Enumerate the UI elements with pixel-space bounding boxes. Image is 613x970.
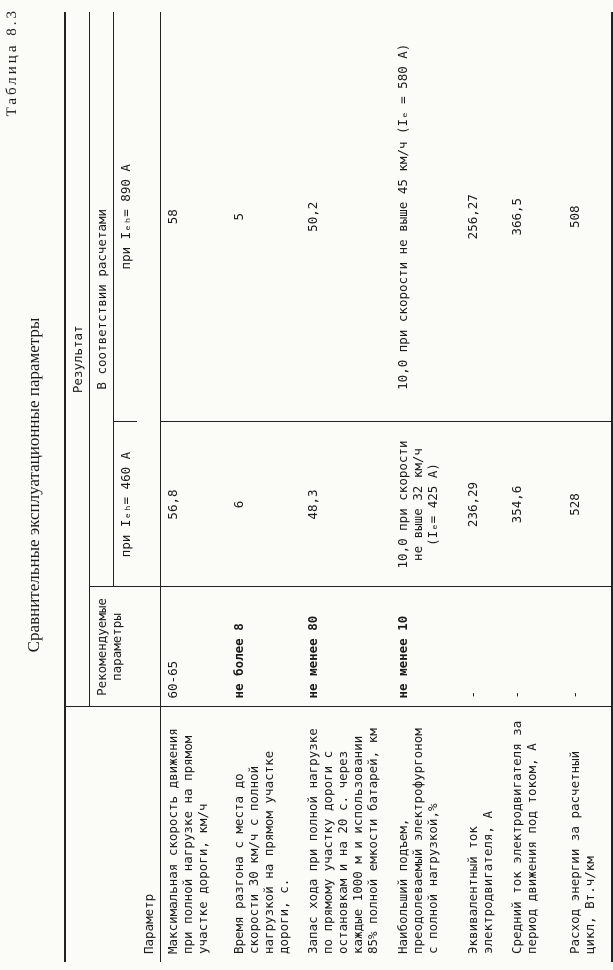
cell-v890: 58 [161, 12, 228, 422]
table-caption: Сравнительные эксплуатационные параметры [24, 317, 43, 653]
cell-param: Запас хода при полной нагрузке по прямому участку дороги с остановкам и на 20 с. через каждые 1000 м и использовании 85% полной емкости батарей, км [305, 728, 380, 954]
cell-param: Средний ток электродвигателя за период движения под током, А [509, 720, 539, 954]
cell-recommended: 60-65 [161, 587, 228, 707]
header-result: Результат [65, 12, 90, 707]
table-row [461, 12, 505, 962]
cell-recommended: не более 8 [227, 587, 301, 707]
header-calc-columns [114, 12, 137, 587]
table-row [227, 12, 301, 962]
cell-param: Наибольший подъем, преодолеваемый электрофургоном с полной нагрузкой,% [395, 728, 440, 954]
cell-param: Эквивалентный ток электродвигателя, А [465, 811, 495, 954]
cell-recommended: - [505, 587, 563, 707]
table-row [505, 12, 563, 962]
header-row-top [65, 12, 90, 962]
cell-v890: 10,0 при скорости не выше 45 км/ч (Iₑ = 580 А) [391, 12, 461, 422]
cell-v460: 56,8 [161, 422, 228, 587]
cell-recommended: не менее 80 [301, 587, 391, 707]
parameters-table [64, 12, 613, 962]
cell-v460: 528 [563, 422, 612, 587]
cell-v460: 354,6 [505, 422, 563, 587]
table-number: Таблица 8.3 [4, 8, 20, 117]
cell-v890: 5 [227, 12, 301, 422]
header-recommended: Рекомендуемые параметры [90, 587, 161, 707]
cell-v460: 6 [227, 422, 301, 587]
cell-v460: 10,0 при скорости не выше 32 км/ч (Iₑ= 425 А) [391, 422, 461, 587]
header-calc-460: при Iₑₕ= 460 А [114, 422, 137, 587]
cell-param: Максимальная скорость движения при полной нагрузке на прямом участке дороги, км/ч [165, 728, 210, 954]
cell-recommended: не менее 10 [391, 587, 461, 707]
header-parameter: Параметр [65, 707, 161, 962]
cell-v460: 236,29 [461, 422, 505, 587]
header-calc-group: В соответствии расчетами [90, 12, 114, 587]
cell-v890: 508 [563, 12, 612, 422]
table-row [563, 12, 612, 962]
header-calc-cell [90, 12, 161, 587]
header-calc-890: при Iₑₕ= 890 А [118, 164, 133, 270]
cell-v890: 50,2 [301, 12, 391, 422]
cell-recommended: - [563, 587, 612, 707]
table-row [301, 12, 391, 962]
cell-recommended: - [461, 587, 505, 707]
cell-param: Время разгона с места до скорости 30 км/ч с полной нагрузкой на прямом участке дороги, с. [231, 750, 291, 954]
table-row [391, 12, 461, 962]
cell-param: Расход энергии за расчетный цикл, Вт.ч/км [563, 707, 612, 962]
cell-v890: 366,5 [505, 12, 563, 422]
cell-v460: 48,3 [301, 422, 391, 587]
table-row [161, 12, 228, 962]
cell-v890: 256,27 [461, 12, 505, 422]
